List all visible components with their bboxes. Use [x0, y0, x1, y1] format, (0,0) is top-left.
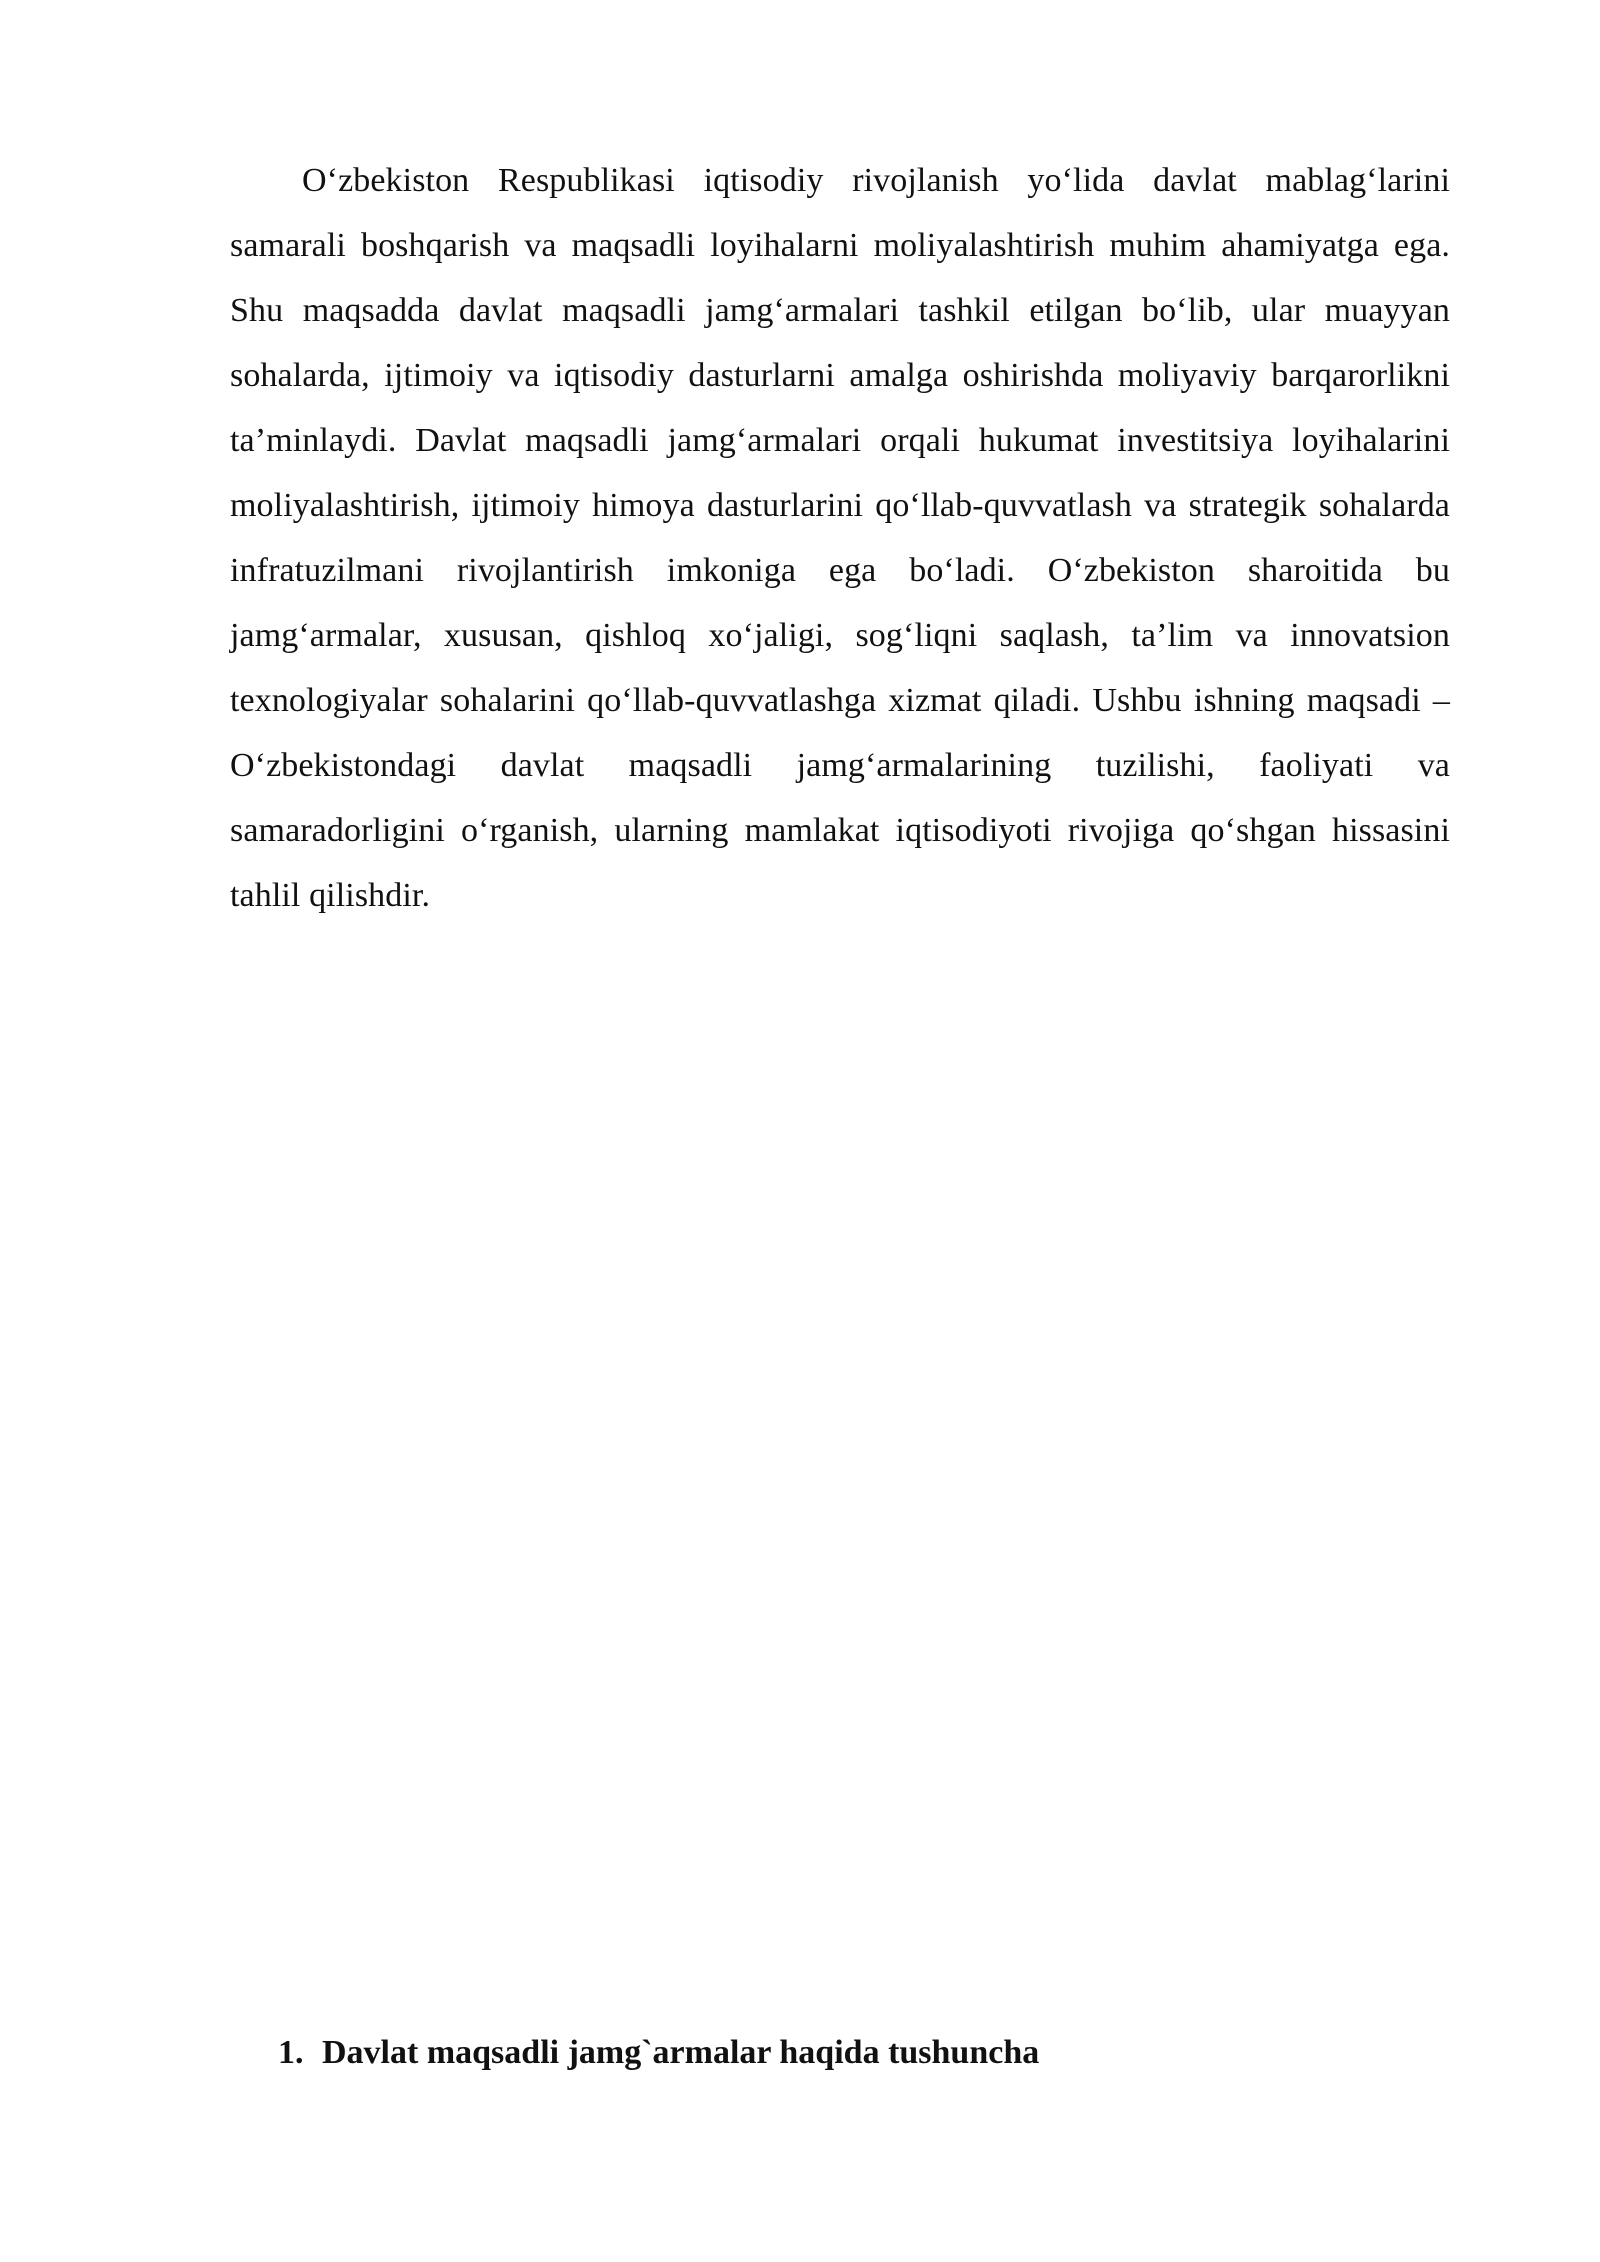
- section-heading-title: Davlat maqsadli jamg`armalar haqida tushuncha: [322, 2034, 1040, 2071]
- intro-paragraph: O‘zbekiston Respublikasi iqtisodiy rivojlanish yo‘lida davlat mablag‘larini samarali boshqarish va maqsadli loyihalarni moliyalashtirish muhim ahamiyatga ega. Shu maqsadda davlat maqsadli jamg‘armalari tashkil etilgan bo‘lib, ular muayyan sohalarda, ijtimoiy va iqtisodiy dasturlarni amalga oshirishda moliyaviy barqarorlikni ta’minlaydi. Davlat maqsadli jamg‘armalari orqali hukumat investitsiya loyihalarini moliyalashtirish, ijtimoiy himoya dasturlarini qo‘llab-quvvatlash va strategik sohalarda infratuzilmani rivojlantirish imkoniga ega bo‘ladi. O‘zbekiston sharoitida bu jamg‘armalar, xususan, qishloq xo‘jaligi, sog‘liqni saqlash, ta’lim va innovatsion texnologiyalar sohalarini qo‘llab-quvvatlashga xizmat qiladi. Ushbu ishning maqsadi – O‘zbekistondagi davlat maqsadli jamg‘armalarining tuzilishi, faoliyati va samaradorligini o‘rganish, ularning mamlakat iqtisodiyoti rivojiga qo‘shgan hissasini tahlil qilishdir.: [230, 162, 1450, 914]
- section-heading: [278, 2028, 1039, 2078]
- section-heading-number: 1.: [278, 2034, 304, 2071]
